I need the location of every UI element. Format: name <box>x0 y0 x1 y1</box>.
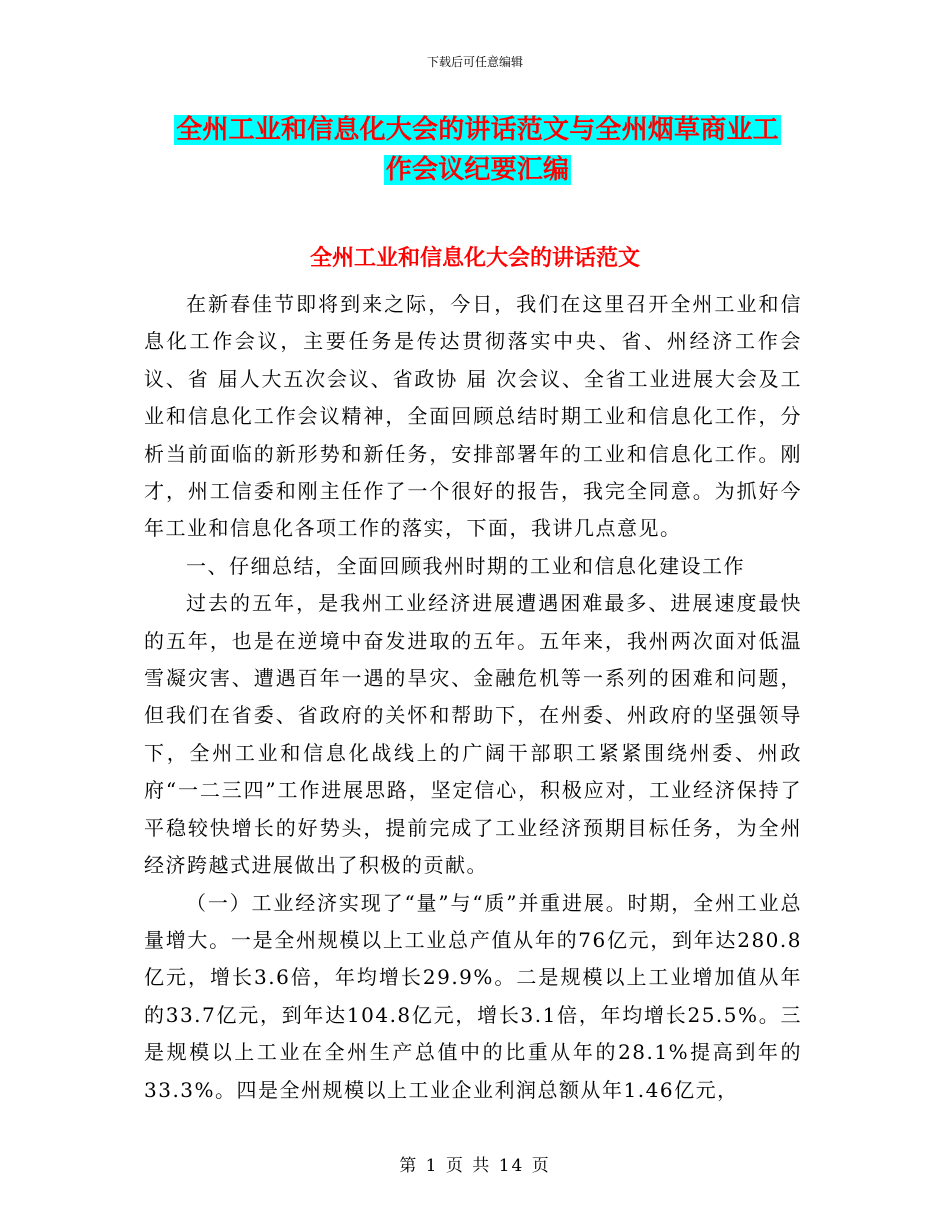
page-number: 第 1 页 共 14 页 <box>399 1156 551 1176</box>
document-title <box>150 110 805 190</box>
page-header-note: 下载后可任意编辑 <box>426 55 523 69</box>
title-line-2: 作会议纪要汇编 <box>385 155 570 185</box>
paragraph-intro: 在新春佳节即将到来之际，今日，我们在这里召开全州工业和信息化工作会议，主要任务是传达贯彻落实中央、省、州经济工作会议、省 届人大五次会议、省政协 届 次会议、全省工业进展大会及工业和信息化工作会议精神，全面回顾总结时期工业和信息化工作，分析当前面临的新形势和新任务，安排部署年的工业和信息化工作。刚才，州工信委和刚主任作了一个很好的报告，我完全同意。为抓好今年工业和信息化各项工作的落实，下面，我讲几点意见。 <box>144 292 802 541</box>
paragraph-review: 过去的五年，是我州工业经济进展遭遇困难最多、进展速度最快的五年，也是在逆境中奋发进取的五年。五年来，我州两次面对低温雪凝灾害、遭遇百年一遇的旱灾、金融危机等一系列的困难和问题，但我们在省委、省政府的关怀和帮助下，在州委、州政府的坚强领导下，全州工业和信息化战线上的广阔干部职工紧紧围绕州委、州政府“一二三四”工作进展思路，坚定信心，积极应对，工业经济保持了平稳较快增长的好势头，提前完成了工业经济预期目标任务，为全州经济跨越式进展做出了积极的贡献。 <box>144 591 802 878</box>
paragraph-heading-1: 一、仔细总结，全面回顾我州时期的工业和信息化建设工作 <box>186 553 745 578</box>
section-title: 全州工业和信息化大会的讲话范文 <box>309 246 640 271</box>
paragraph-point-1: （一）工业经济实现了“量”与“质”并重进展。时期，全州工业总量增大。一是全州规模以上工业总产值从年的76亿元，到年达280.8亿元，增长3.6倍，年均增长29.9%。二是规模以上工业增加值从年的33.7亿元，到年达104.8亿元，增长3.1倍，年均增长25.5%。三是规模以上工业在全州生产总值中的比重从年的28.1%提高到年的33.3%。四是全州规模以上工业企业利润总额从年1.46亿元， <box>144 890 802 1102</box>
title-line-1: 全州工业和信息化大会的讲话范文与全州烟草商业工 <box>176 115 779 145</box>
body-text <box>144 286 802 1109</box>
